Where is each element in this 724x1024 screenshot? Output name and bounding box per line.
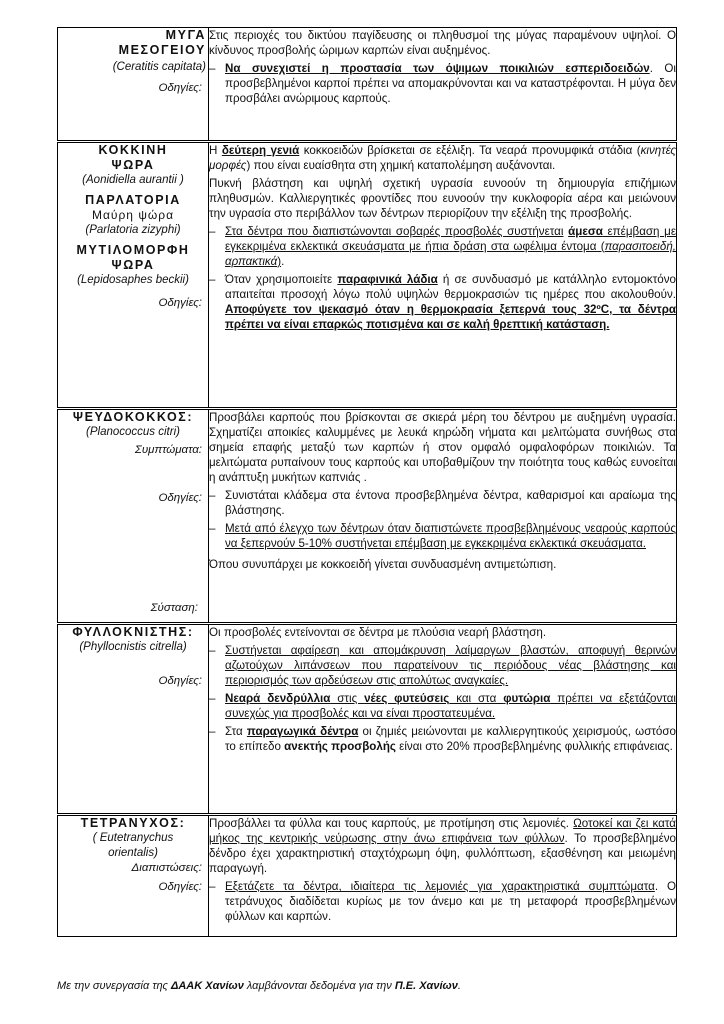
mealybug-instructions-label: Οδηγίες:	[158, 492, 202, 504]
leafminer-instructions-label: Οδηγίες:	[158, 675, 202, 687]
mealybug-name: ΨΕΥΔΟΚΟΚΚΟΣ:	[72, 410, 194, 424]
scale-label-cell	[58, 142, 209, 409]
bullet-dash: –	[209, 725, 216, 738]
bullet-dash: –	[209, 880, 216, 893]
parlatoria-common-name: Μαύρη ψώρα	[91, 208, 175, 222]
mite-scientific-name-line1: ( Eutetranychus	[92, 832, 174, 844]
bullet-dash: –	[209, 692, 216, 705]
pest-table	[57, 27, 677, 937]
mussel-scale-scientific-name: (Lepidosaphes beckii)	[77, 274, 189, 286]
leafminer-scientific-name: (Phyllocnistis citrella)	[79, 641, 187, 653]
mealybug-bullet-2: – Μετά από έλεγχο των δέντρων όταν διαπιστώνετε προσβεβλημένους νεαρούς καρπούς να ξεπερνούν 5-10% συστήνεται επέμβαση με εγκεκριμένα εκλεκτικά σκευάσματα.	[209, 522, 676, 550]
mealybug-bullet-1: – Συνιστάται κλάδεμα στα έντονα προσβεβλημένα δέντρα, καθαρισμοί και αραίωμα της βλάστησης.	[209, 489, 676, 517]
medfly-text-cell	[209, 28, 677, 142]
bullet-dash: –	[209, 273, 216, 286]
medfly-instructions-label: Οδηγίες:	[158, 82, 202, 94]
mealybug-symptoms-label: Συμπτώματα:	[134, 444, 202, 456]
leafminer-intro: Οι προσβολές εντείνονται σε δέντρα με πλούσια νεαρή βλάστηση.	[209, 626, 547, 639]
mite-scientific-name-line2: orientalis)	[108, 847, 158, 859]
parlatoria-scientific-name: (Parlatoria zizyphi)	[85, 224, 181, 236]
mussel-scale-name-line2: ΨΩΡΑ	[111, 258, 155, 272]
leafminer-text-cell	[209, 624, 677, 815]
mealybug-symptoms-text: Προσβάλει καρπούς που βρίσκονται σε σκιερά μέρη του δέντρου με αυξημένη υγρασία. Σχηματίζει αποικίες καλυμμένες με λευκά κηρώδη νήματα και μελιτώματα συνήθως στα σημεία επαφής μεταξύ των καρπών ή στον ομφαλό ομφαλοφόρων ποικιλιών. Τα μελιτώματα ρυπαίνουν τους καρπούς και υποβαθμίζουν την ποιότητα τους καθώς ευνοείται η ανάπτυξη μυκήτων καπνιάς .	[209, 411, 676, 484]
mite-findings-text: Προσβάλλει τα φύλλα και τους καρπούς, με προτίμηση στις λεμονιές. Ωοτοκεί και ζει κατά μήκος της κεντρικής νεύρωσης στην άνω επιφάνεια των φύλλων. Το προσβεβλημένο δένδρο έχει χαρακτηριστική σταχτόχρωμη όψη, φυλλόπτωση, εξασθένηση και μειωμένη παραγωγή.	[209, 817, 676, 875]
row-mite	[58, 815, 677, 937]
medfly-name-line2: ΜΕΣΟΓΕΙΟΥ	[118, 43, 206, 57]
medfly-bullet-1-rest: . Οι προσβεβλημένοι καρποί πρέπει να απομακρύνονται και να καταστρέφονται. Η μύγα δεν προσβάλει ανώριμους καρπούς.	[225, 62, 676, 105]
row-leafminer	[58, 624, 677, 815]
medfly-label-cell	[58, 28, 209, 142]
bullet-dash: –	[209, 644, 216, 657]
row-medfly	[58, 28, 677, 142]
medfly-scientific-name: (Ceratitis capitata)	[112, 61, 206, 73]
mealybug-recommendation-text: Όπου συνυπάρχει με κοκκοειδή γίνεται συνδυασμένη αντιμετώπιση.	[209, 558, 557, 571]
footer-note: Με την συνεργασία της ΔΑΑΚ Χανίων λαμβάνονται δεδομένα για την Π.Ε. Χανίων.	[57, 980, 461, 992]
row-mealybug	[58, 409, 677, 624]
bullet-dash: –	[209, 62, 216, 75]
mite-findings-label: Διαπιστώσεις:	[131, 862, 202, 874]
row-scale-insects	[58, 142, 677, 409]
mite-bullet-1: – Εξετάζετε τα δέντρα, ιδιαίτερα τις λεμονιές για χαρακτηριστικά συμπτώματα. Ο τετράνυχος διαδίδεται κυρίως με τον άνεμο και με τη μεταφορά προσβεβλημένων φύλλων και καρπών.	[209, 880, 676, 923]
mite-name: ΤΕΤΡΑΝΥΧΟΣ:	[80, 816, 186, 830]
leafminer-bullet-1: – Συστήνεται αφαίρεση και απομάκρυνση λαίμαργων βλαστών, αποφυγή θερινών αζωτούχων λιπάνσεων που παρατείνουν τις περιόδους νέας βλάστησης και περιορισμός των αρδεύσεων στις απολύτως αναγκαίες.	[209, 644, 676, 687]
scale-instructions-label: Οδηγίες:	[158, 297, 202, 309]
scale-bullet-2: – Όταν χρησιμοποιείτε παραφινικά λάδια ή σε συνδυασμό με κατάλληλο εντομοκτόνο απαιτείται προσοχή λόγω πολύ υψηλών θερμοκρασιών τις ημέρες που ακολουθούν. Αποφύγετε τον ψεκασμό όταν η θερμοκρασία ξεπερνά τους 32ºC, τα δέντρα πρέπει να είναι επαρκώς ποτισμένα και σε καλή θρεπτική κατάσταση.	[209, 273, 676, 331]
bullet-dash: –	[209, 522, 216, 535]
scale-bullet-1: – Στα δέντρα που διαπιστώνονται σοβαρές προσβολές συστήνεται άμεσα επέμβαση με εγκεκριμένα εκλεκτικά σκευάσματα με ήπια δράση στα ωφέλιμα έντομα (παρασιτοειδή, αρπακτικά).	[209, 225, 676, 268]
medfly-intro: Στις περιοχές του δικτύου παγίδευσης οι πληθυσμοί της μύγας παραμένουν υψηλοί. Ο κίνδυνος προσβολής ώριμων καρπών είναι αυξημένος.	[209, 29, 676, 57]
red-scale-scientific-name: (Aonidiella aurantii )	[82, 174, 184, 186]
mite-text-cell	[209, 815, 677, 937]
parlatoria-name: ΠΑΡΛΑΤΟΡΙΑ	[85, 193, 181, 207]
scale-text-cell	[209, 142, 677, 409]
leafminer-label-cell	[58, 624, 209, 815]
leafminer-name: ΦΥΛΛΟΚΝΙΣΤΗΣ:	[72, 625, 194, 639]
bullet-dash: –	[209, 489, 216, 502]
mealybug-text-cell	[209, 409, 677, 624]
scale-paragraph-2: Πυκνή βλάστηση και υψηλή σχετική υγρασία ευνοούν τη δημιουργία επιζήμιων πληθυσμών. Καλλιεργητικές φροντίδες που ευνοούν την κυκλοφορία αέρα και μειώνουν την υγρασία στο περιβάλλον των δέντρων περιορίζουν την εξέλιξη της προσβολής.	[209, 177, 676, 220]
mussel-scale-name-line1: ΜΥΤΙΛΟΜΟΡΦΗ	[76, 243, 190, 257]
leafminer-bullet-3: – Στα παραγωγικά δέντρα οι ζημιές μειώνονται με καλλιεργητικούς χειρισμούς, ωστόσο το επίπεδο ανεκτής προσβολής είναι στο 20% προσβεβλημένης φυλλικής επιφάνειας.	[209, 725, 676, 753]
bullet-dash: –	[209, 225, 216, 238]
mite-label-cell	[58, 815, 209, 937]
red-scale-name-line2: ΨΩΡΑ	[111, 158, 155, 172]
mite-instructions-label: Οδηγίες:	[158, 881, 202, 893]
medfly-bullet-1-emphasis: Να συνεχιστεί η προστασία των όψιμων ποικιλιών εσπεριδοειδών	[225, 62, 650, 75]
leafminer-bullet-2: – Νεαρά δενδρύλλια στις νέες φυτεύσεις και στα φυτώρια πρέπει να εξετάζονται συνεχώς για προσβολές και να είναι προστατευμένα.	[209, 692, 676, 720]
mealybug-recommendation-label: Σύσταση:	[150, 602, 198, 614]
medfly-bullet-1	[209, 61, 676, 106]
mealybug-scientific-name: (Planococcus citri)	[86, 426, 180, 438]
mealybug-label-cell	[58, 409, 209, 624]
advisory-document	[57, 27, 676, 937]
red-scale-name-line1: ΚΟΚΚΙΝΗ	[98, 143, 168, 157]
scale-paragraph-1: Η δεύτερη γενιά κοκκοειδών βρίσκεται σε εξέλιξη. Τα νεαρά προνυμφικά στάδια (κινητές μορφές) που είναι ευαίσθητα στη χημική καταπολέμηση αυξάνονται.	[209, 144, 676, 172]
medfly-name-line1: ΜΥΓΑ	[165, 28, 206, 42]
